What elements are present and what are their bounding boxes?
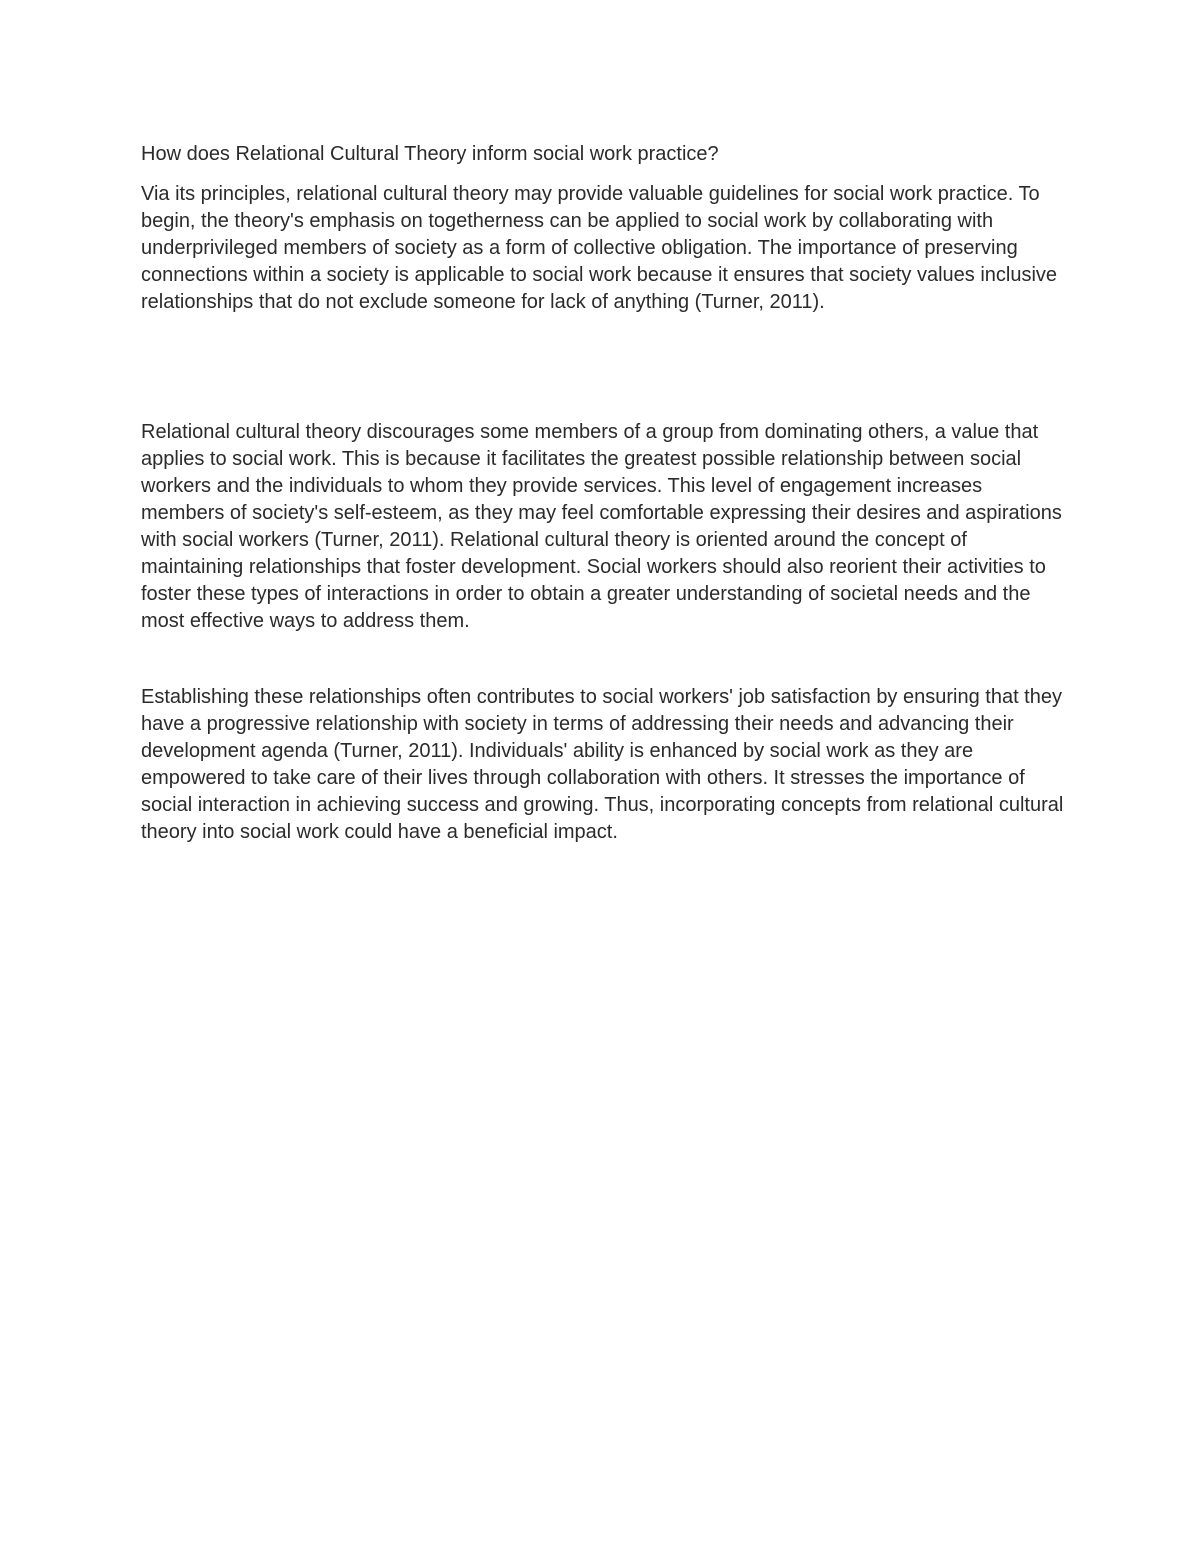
question-heading: How does Relational Cultural Theory inform social work practice? <box>141 143 719 165</box>
document-body <box>141 141 1071 846</box>
paragraph-principles: Via its principles, relational cultural theory may provide valuable guidelines for social work practice. To begin, the theory's emphasis on togetherness can be applied to social work by collaborating with underprivileged members of society as a form of collective obligation. The importance of preserving connections within a society is applicable to social work because it ensures that society values inclusive relationships that do not exclude someone for lack of anything (Turner, 2011). <box>141 183 1058 313</box>
paragraph-domination: Relational cultural theory discourages some members of a group from dominating others, a value that applies to social work. This is because it facilitates the greatest possible relationship between social workers and the individuals to whom they provide services. This level of engagement increases members of society's self-esteem, as they may feel comfortable expressing their desires and aspirations with social workers (Turner, 2011). Relational cultural theory is oriented around the concept of maintaining relationships that foster development. Social workers should also reorient their activities to foster these types of interactions in order to obtain a greater understanding of societal needs and the most effective ways to address them. <box>141 421 1062 632</box>
paragraph-job-satisfaction: Establishing these relationships often contributes to social workers' job satisfaction by ensuring that they have a progressive relationship with society in terms of addressing their needs and advancing their development agenda (Turner, 2011). Individuals' ability is enhanced by social work as they are empowered to take care of their lives through collaboration with others. It stresses the importance of social interaction in achieving success and growing. Thus, incorporating concepts from relational cultural theory into social work could have a beneficial impact. <box>141 686 1064 843</box>
